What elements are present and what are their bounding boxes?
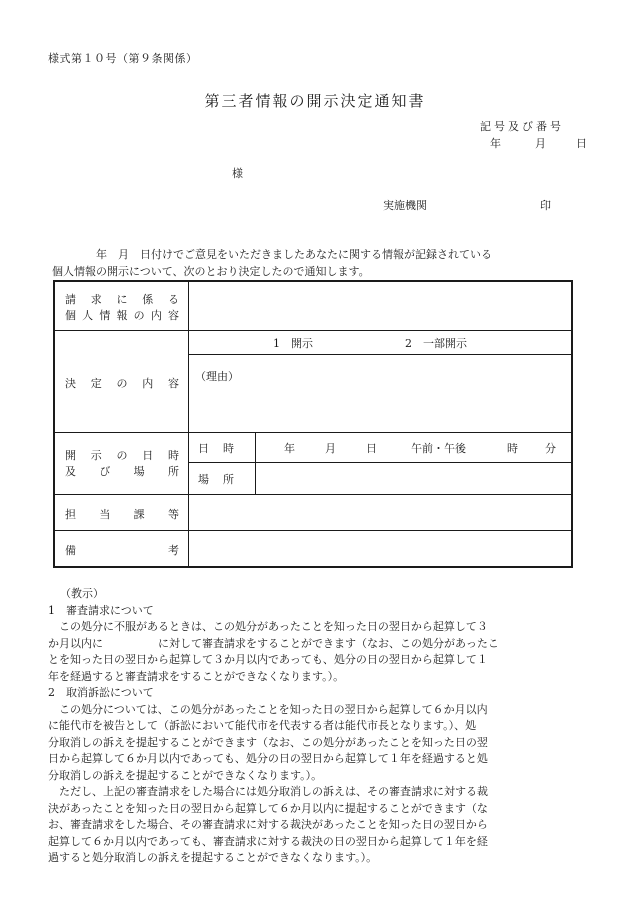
datetime-day: 日 (366, 442, 377, 455)
section-2-line: お、審査請求をした場合、その審査請求に対する裁決があったことを知った日の翌日から (48, 818, 488, 831)
datetime-divider (188, 462, 571, 463)
section-2-line: 起算して６か月以内であっても、審査請求に対する裁決の日の翌日から起算して１年を経 (48, 834, 488, 848)
seal-mark: 印 (540, 199, 551, 212)
section-2-title: 2 取消訴訟について (48, 686, 154, 699)
section-2-line: に能代市を被告として（訴訟において能代市を代表する者は能代市長となります。）、処 (48, 719, 477, 732)
row-divider (55, 494, 571, 495)
addressee-suffix: 様 (232, 167, 243, 180)
section-1-line: 年を経過すると審査請求をすることができなくなります。）。 (48, 669, 345, 683)
section-2-line: 分取消しの訴えを提起することができなくなります。）。 (48, 768, 323, 782)
datetime-minute: 分 (545, 442, 556, 455)
datetime-hour: 時 (507, 442, 518, 455)
option-disclose: 1 開示 (273, 337, 313, 350)
datetime-ampm: 午前・午後 (411, 442, 466, 455)
intro-text (52, 246, 582, 280)
option-divider (188, 354, 571, 355)
label-column-divider (188, 282, 189, 566)
row-divider (55, 432, 571, 433)
section-2-line: 分取消しの訴えを提起することができます（なお、この処分があったことを知った日の翌 (48, 735, 488, 749)
staff-label: 担当課等 (65, 508, 179, 521)
section-2-line: この処分については、この処分があったことを知った日の翌日から起算して６か月以内 (59, 702, 488, 716)
agency-label: 実施機関 (383, 199, 427, 212)
section-2-line: 日から起算して６か月以内であっても、処分の日の翌日から起算して１年を経過すると処 (48, 752, 488, 765)
place-label: 場所 (198, 473, 234, 486)
date-year: 年 (490, 137, 501, 150)
form-number: 様式第１０号（第９条関係） (48, 52, 198, 65)
datetime-year: 年 (284, 442, 295, 455)
datetime-sub-divider (255, 432, 256, 494)
section-2-line: ただし、上記の審査請求をした場合には処分取消しの訴えは、その審査請求に対する裁 (59, 785, 488, 798)
decision-label: 決定の内容 (65, 377, 179, 390)
record-number-label: 記号及び番号 (480, 120, 564, 133)
intro-line-2: 個人情報の開示について、次のとおり決定したので通知します。 (52, 265, 370, 278)
option-partial-disclose: 2 一部開示 (405, 337, 467, 350)
section-1-line: この処分に不服があるときは、この処分があったことを知った日の翌日から起算して３ (59, 620, 488, 633)
datetime-month: 月 (325, 442, 336, 455)
row-divider (55, 330, 571, 331)
instructions (48, 586, 583, 867)
section-1-line: か月以内に に対して審査請求をすることができます（なお、この処分があったこ (48, 636, 499, 650)
instructions-heading: （教示） (60, 587, 104, 600)
request-label-1: 請求に係る (65, 293, 179, 306)
intro-line-1: 年 月 日付けでご意見をいただきましたあなたに関する情報が記録されている (96, 248, 492, 261)
document-title: 第三者情報の開示決定通知書 (204, 92, 426, 110)
reason-label: （理由） (195, 370, 239, 383)
request-label-2: 個人情報の内容 (65, 309, 179, 322)
section-2-line: 過すると処分取消しの訴えを提起することができなくなります。）。 (48, 851, 378, 864)
datetime-place-label-2: 及び場所 (65, 465, 179, 478)
row-divider (55, 530, 571, 531)
datetime-place-label-1: 開示の日時 (65, 449, 179, 462)
decision-table (53, 280, 573, 568)
section-1-line: とを知った日の翌日から起算して３か月以内であっても、処分の日の翌日から起算して１ (48, 653, 488, 666)
remarks-label: 備考 (65, 544, 179, 557)
datetime-label: 日時 (198, 442, 234, 455)
date-day: 日 (576, 137, 587, 150)
section-1-title: 1 審査請求について (48, 603, 154, 617)
issue-date (490, 135, 587, 151)
date-month: 月 (535, 137, 546, 150)
section-2-line: 決があったことを知った日の翌日から起算して６か月以内に提起することができます（な (48, 801, 488, 815)
